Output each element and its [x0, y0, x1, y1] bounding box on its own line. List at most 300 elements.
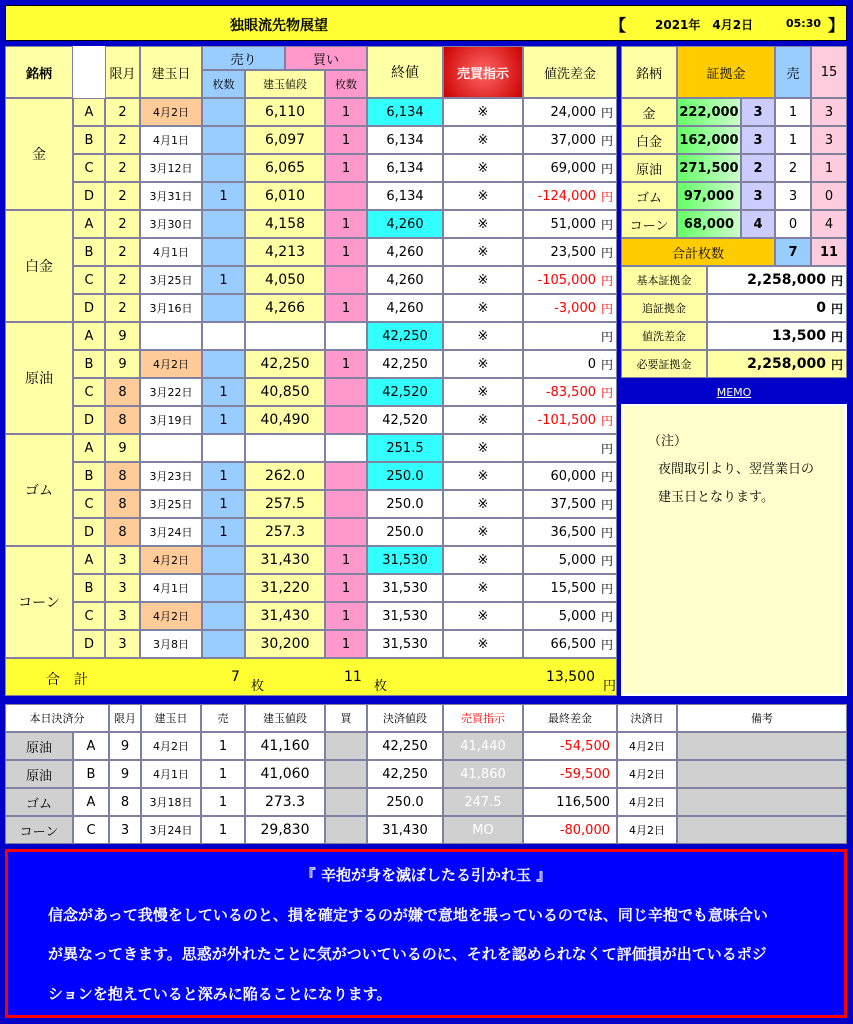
row-open-price: 257.3	[245, 518, 325, 546]
row-close: 42,250	[367, 322, 443, 350]
row-diff: 円 15,500	[523, 574, 617, 602]
row-open-date: 3月31日	[140, 182, 202, 210]
row-close: 42,520	[367, 378, 443, 406]
row-open-date: 4月2日	[140, 602, 202, 630]
memo-body[interactable]	[624, 406, 844, 694]
margin-row-brand: 白金	[621, 126, 677, 154]
row-diff: 円 66,500	[523, 630, 617, 658]
settle-header-price: 建玉値段	[245, 704, 325, 732]
header-brand: 銘柄	[5, 46, 73, 98]
margin-header-margin: 証拠金	[677, 46, 775, 98]
settle-row-name: 原油	[5, 732, 73, 760]
row-open-date: 3月19日	[140, 406, 202, 434]
yen-unit: 円	[600, 245, 613, 260]
settle-row-name: 原油	[5, 760, 73, 788]
summary-value: 円 0	[707, 294, 847, 322]
settle-row-note	[677, 788, 847, 816]
header-buy: 買い	[285, 46, 367, 70]
row-close: 4,260	[367, 210, 443, 238]
row-buy-count: 1	[325, 350, 367, 378]
row-order[interactable]: ※	[443, 294, 523, 322]
margin-header-count: 15	[811, 46, 847, 98]
row-month: 2	[105, 182, 140, 210]
yen-unit: 円	[600, 217, 613, 232]
total-buy-unit: 枚	[374, 679, 388, 694]
page-title: 独眼流先物展望	[230, 18, 328, 34]
row-order[interactable]: ※	[443, 602, 523, 630]
row-sell-count	[202, 546, 245, 574]
row-diff: 円 5,000	[523, 546, 617, 574]
total-row	[5, 658, 617, 696]
summary-label: 必要証拠金	[621, 350, 707, 378]
margin-row-brand: コーン	[621, 210, 677, 238]
margin-row-lots: 3	[741, 98, 775, 126]
yen-unit: 円	[600, 581, 613, 596]
row-label: D	[73, 630, 105, 658]
row-label: B	[73, 462, 105, 490]
settle-row-sell: 1	[201, 760, 245, 788]
row-sell-count	[202, 126, 245, 154]
row-sell-count	[202, 98, 245, 126]
row-buy-count: 1	[325, 546, 367, 574]
summary-value: 円 2,258,000	[707, 350, 847, 378]
row-close: 31,530	[367, 546, 443, 574]
memo-link[interactable]: MEMO	[716, 385, 752, 399]
margin-total-buy: 11	[811, 238, 847, 266]
row-diff: 円 0	[523, 350, 617, 378]
date-bracket-close: 】	[828, 16, 845, 35]
summary-value: 円 13,500	[707, 322, 847, 350]
margin-row-value: 271,500	[677, 154, 741, 182]
margin-row-value: 97,000	[677, 182, 741, 210]
yen-unit: 円	[830, 301, 843, 316]
row-open-price: 262.0	[245, 462, 325, 490]
row-open-date: 3月16日	[140, 294, 202, 322]
memo-line-2: 夜間取引より、翌営業日の	[658, 462, 815, 477]
row-order[interactable]: ※	[443, 546, 523, 574]
settle-row-label: A	[73, 788, 109, 816]
row-month: 3	[105, 546, 140, 574]
row-order[interactable]: ※	[443, 490, 523, 518]
row-order[interactable]: ※	[443, 126, 523, 154]
row-open-price: 42,250	[245, 350, 325, 378]
row-month: 2	[105, 98, 140, 126]
yen-unit: 円	[600, 357, 613, 372]
row-diff: 円 36,500	[523, 518, 617, 546]
row-order[interactable]: ※	[443, 630, 523, 658]
row-close: 251.5	[367, 434, 443, 462]
row-sell-count	[202, 574, 245, 602]
row-buy-count	[325, 182, 367, 210]
row-open-price: 6,010	[245, 182, 325, 210]
margin-row-buy: 0	[811, 182, 847, 210]
yen-unit: 円	[830, 357, 843, 372]
margin-row-value: 68,000	[677, 210, 741, 238]
settle-row-month: 3	[109, 816, 141, 844]
row-sell-count	[202, 322, 245, 350]
row-buy-count: 1	[325, 630, 367, 658]
yen-unit: 円	[600, 609, 613, 624]
row-buy-count: 1	[325, 154, 367, 182]
yen-unit: 円	[600, 105, 613, 120]
settle-row-name: ゴム	[5, 788, 73, 816]
settle-row-note	[677, 816, 847, 844]
row-diff: 円 5,000	[523, 602, 617, 630]
row-diff: 円 23,500	[523, 238, 617, 266]
row-sell-count: 1	[202, 518, 245, 546]
margin-total-label: 合計枚数	[621, 238, 775, 266]
memo-header	[621, 380, 847, 404]
row-sell-count	[202, 434, 245, 462]
settle-row-final: -54,500	[523, 732, 617, 760]
margin-row-brand: 原油	[621, 154, 677, 182]
settle-header-settle-date: 決済日	[617, 704, 677, 732]
row-month: 8	[105, 462, 140, 490]
settle-row-settle-date: 4月2日	[617, 732, 677, 760]
row-label: A	[73, 546, 105, 574]
settle-row-settle-date: 4月2日	[617, 788, 677, 816]
row-order[interactable]: ※	[443, 434, 523, 462]
settle-header-title: 本日決済分	[5, 704, 109, 732]
total-buy: 11	[344, 669, 362, 685]
total-yen: 円	[603, 679, 617, 694]
row-label: D	[73, 182, 105, 210]
row-open-price: 40,850	[245, 378, 325, 406]
row-month: 2	[105, 126, 140, 154]
settle-row-label: B	[73, 760, 109, 788]
row-diff: 円 -101,500	[523, 406, 617, 434]
yen-unit: 円	[600, 469, 613, 484]
row-sell-count	[202, 602, 245, 630]
settle-row-order: 41,860	[443, 760, 523, 788]
settle-row-label: C	[73, 816, 109, 844]
settle-row-sell: 1	[201, 788, 245, 816]
row-open-date: 3月30日	[140, 210, 202, 238]
row-label: A	[73, 434, 105, 462]
positions-table	[5, 46, 617, 696]
settle-row-sell: 1	[201, 732, 245, 760]
settle-row-order: MO	[443, 816, 523, 844]
row-diff: 円 51,000	[523, 210, 617, 238]
header-diff: 値洗差金	[523, 46, 617, 98]
row-open-price: 6,065	[245, 154, 325, 182]
row-diff: 円 37,000	[523, 126, 617, 154]
yen-unit: 円	[830, 273, 843, 288]
settle-row-settle-price: 250.0	[367, 788, 443, 816]
margin-row-lots: 3	[741, 182, 775, 210]
settle-header-month: 限月	[109, 704, 141, 732]
row-month: 8	[105, 406, 140, 434]
header-month: 限月	[105, 46, 140, 98]
row-close: 6,134	[367, 154, 443, 182]
yen-unit: 円	[600, 133, 613, 148]
row-sell-count: 1	[202, 406, 245, 434]
group-name-1: 白金	[5, 210, 73, 322]
row-sell-count	[202, 630, 245, 658]
row-open-date: 4月2日	[140, 546, 202, 574]
row-month: 8	[105, 490, 140, 518]
settle-row-order: 247.5	[443, 788, 523, 816]
row-label: A	[73, 98, 105, 126]
row-open-price: 6,097	[245, 126, 325, 154]
row-buy-count	[325, 322, 367, 350]
row-month: 2	[105, 210, 140, 238]
row-close: 250.0	[367, 518, 443, 546]
row-month: 2	[105, 238, 140, 266]
header-date: 2021年 4月2日	[655, 18, 754, 32]
settle-row-price: 29,830	[245, 816, 325, 844]
settle-row-price: 41,160	[245, 732, 325, 760]
settlement-table	[5, 704, 847, 844]
settle-header-final: 最終差金	[523, 704, 617, 732]
settle-row-buy	[325, 760, 367, 788]
total-label: 合 計	[46, 672, 88, 688]
row-label: D	[73, 294, 105, 322]
row-diff: 円 -3,000	[523, 294, 617, 322]
row-open-date: 3月12日	[140, 154, 202, 182]
row-label: C	[73, 490, 105, 518]
row-close: 4,260	[367, 238, 443, 266]
margin-row-sell: 1	[775, 126, 811, 154]
row-buy-count: 1	[325, 602, 367, 630]
yen-unit: 円	[600, 329, 613, 344]
message-line-2: が異なってきます。思惑が外れたことに気がついているのに、それを認められなくて評価損が出ているポジ	[48, 945, 767, 963]
message-line-1: 信念があって我慢をしているのと、損を確定するのが嫌で意地を張っているのでは、同じ辛抱でも意味合い	[48, 906, 768, 924]
settle-row-buy	[325, 816, 367, 844]
row-order[interactable]: ※	[443, 238, 523, 266]
yen-unit: 円	[600, 301, 613, 316]
row-sell-count: 1	[202, 378, 245, 406]
row-close: 6,134	[367, 98, 443, 126]
margin-row-buy: 3	[811, 98, 847, 126]
margin-header-brand: 銘柄	[621, 46, 677, 98]
row-month: 3	[105, 602, 140, 630]
row-close: 4,260	[367, 266, 443, 294]
header-time: 05:30	[786, 17, 822, 30]
settle-header-sell: 売	[201, 704, 245, 732]
row-buy-count	[325, 462, 367, 490]
yen-unit: 円	[600, 553, 613, 568]
header-sell-count: 枚数	[202, 70, 245, 98]
row-label: B	[73, 574, 105, 602]
header-sell: 売り	[202, 46, 285, 70]
row-sell-count: 1	[202, 266, 245, 294]
row-buy-count: 1	[325, 238, 367, 266]
group-name-4: コーン	[5, 546, 73, 658]
settle-row-date: 4月2日	[141, 732, 201, 760]
row-diff: 円 -124,000	[523, 182, 617, 210]
margin-row-buy: 3	[811, 126, 847, 154]
yen-unit: 円	[830, 329, 843, 344]
row-open-price	[245, 434, 325, 462]
row-order[interactable]: ※	[443, 378, 523, 406]
settle-row-order: 41,440	[443, 732, 523, 760]
group-name-0: 金	[5, 98, 73, 210]
row-open-date: 4月1日	[140, 574, 202, 602]
settle-row-settle-price: 31,430	[367, 816, 443, 844]
row-diff: 円 60,000	[523, 462, 617, 490]
margin-row-buy: 4	[811, 210, 847, 238]
row-sell-count	[202, 210, 245, 238]
row-open-price: 257.5	[245, 490, 325, 518]
row-order[interactable]: ※	[443, 182, 523, 210]
row-buy-count: 1	[325, 126, 367, 154]
row-diff: 円 24,000	[523, 98, 617, 126]
row-open-date: 3月23日	[140, 462, 202, 490]
row-open-date: 3月8日	[140, 630, 202, 658]
row-close: 6,134	[367, 182, 443, 210]
row-diff: 円 37,500	[523, 490, 617, 518]
row-open-price: 4,158	[245, 210, 325, 238]
row-open-price: 31,220	[245, 574, 325, 602]
settle-row-month: 9	[109, 760, 141, 788]
row-sell-count	[202, 154, 245, 182]
row-open-price	[245, 322, 325, 350]
yen-unit: 円	[600, 441, 613, 456]
yen-unit: 円	[600, 497, 613, 512]
summary-value: 円 2,258,000	[707, 266, 847, 294]
margin-row-sell: 2	[775, 154, 811, 182]
row-diff	[523, 322, 617, 350]
total-sell: 7	[231, 669, 240, 685]
row-close: 31,530	[367, 630, 443, 658]
row-label: D	[73, 518, 105, 546]
header-close: 終値	[367, 46, 443, 98]
row-buy-count	[325, 434, 367, 462]
row-buy-count	[325, 266, 367, 294]
row-close: 31,530	[367, 602, 443, 630]
row-open-price: 30,200	[245, 630, 325, 658]
settle-row-settle-price: 42,250	[367, 732, 443, 760]
settle-row-note	[677, 732, 847, 760]
row-sell-count	[202, 294, 245, 322]
settle-header-note: 備考	[677, 704, 847, 732]
row-month: 9	[105, 350, 140, 378]
group-name-2: 原油	[5, 322, 73, 434]
row-order[interactable]: ※	[443, 98, 523, 126]
row-open-price: 31,430	[245, 602, 325, 630]
row-buy-count: 1	[325, 210, 367, 238]
row-label: C	[73, 378, 105, 406]
settle-row-settle-date: 4月2日	[617, 760, 677, 788]
row-sell-count	[202, 238, 245, 266]
settle-row-month: 9	[109, 732, 141, 760]
margin-row-value: 222,000	[677, 98, 741, 126]
settle-header-date: 建玉日	[141, 704, 201, 732]
message-box	[5, 849, 847, 1018]
row-order[interactable]: ※	[443, 154, 523, 182]
settle-row-note	[677, 760, 847, 788]
margin-row-lots: 4	[741, 210, 775, 238]
row-month: 3	[105, 630, 140, 658]
settle-row-date: 4月1日	[141, 760, 201, 788]
message-line-3: ションを抱えていると深みに陥ることになります。	[48, 985, 392, 1003]
memo-line-1: （注）	[648, 434, 688, 449]
margin-row-lots: 2	[741, 154, 775, 182]
row-close: 250.0	[367, 490, 443, 518]
total-sell-unit: 枚	[251, 679, 265, 694]
row-order[interactable]: ※	[443, 322, 523, 350]
row-order[interactable]: ※	[443, 518, 523, 546]
yen-unit: 円	[600, 161, 613, 176]
settle-row-settle-price: 42,250	[367, 760, 443, 788]
row-open-price: 4,050	[245, 266, 325, 294]
row-month: 9	[105, 434, 140, 462]
row-buy-count	[325, 406, 367, 434]
margin-row-brand: ゴム	[621, 182, 677, 210]
margin-row-value: 162,000	[677, 126, 741, 154]
memo-panel	[621, 380, 847, 696]
row-open-date: 3月24日	[140, 518, 202, 546]
row-close: 42,520	[367, 406, 443, 434]
row-label: C	[73, 154, 105, 182]
row-month: 2	[105, 266, 140, 294]
margin-row-sell: 3	[775, 182, 811, 210]
row-order[interactable]: ※	[443, 266, 523, 294]
row-open-date	[140, 434, 202, 462]
row-open-price: 4,213	[245, 238, 325, 266]
settle-row-settle-date: 4月2日	[617, 816, 677, 844]
yen-unit: 円	[600, 637, 613, 652]
margin-table	[621, 46, 847, 376]
row-label: C	[73, 266, 105, 294]
settle-row-final: -80,000	[523, 816, 617, 844]
settle-row-price: 273.3	[245, 788, 325, 816]
row-order[interactable]: ※	[443, 406, 523, 434]
row-close: 4,260	[367, 294, 443, 322]
row-label: B	[73, 126, 105, 154]
settle-row-sell: 1	[201, 816, 245, 844]
row-order[interactable]: ※	[443, 350, 523, 378]
margin-total-sell: 7	[775, 238, 811, 266]
row-month: 8	[105, 378, 140, 406]
settle-row-final: -59,500	[523, 760, 617, 788]
yen-unit: 円	[600, 385, 613, 400]
row-sell-count: 1	[202, 462, 245, 490]
row-label: D	[73, 406, 105, 434]
header-open-price: 建玉値段	[245, 70, 325, 98]
row-close: 42,250	[367, 350, 443, 378]
row-order[interactable]: ※	[443, 574, 523, 602]
row-order[interactable]: ※	[443, 210, 523, 238]
row-buy-count	[325, 378, 367, 406]
yen-unit: 円	[600, 273, 613, 288]
margin-row-buy: 1	[811, 154, 847, 182]
row-close: 6,134	[367, 126, 443, 154]
margin-row-brand: 金	[621, 98, 677, 126]
header-open-date: 建玉日	[140, 46, 202, 98]
settle-row-month: 8	[109, 788, 141, 816]
row-order[interactable]: ※	[443, 462, 523, 490]
row-open-price: 6,110	[245, 98, 325, 126]
margin-row-sell: 1	[775, 98, 811, 126]
row-diff	[523, 434, 617, 462]
yen-unit: 円	[600, 189, 613, 204]
row-buy-count: 1	[325, 294, 367, 322]
row-open-price: 40,490	[245, 406, 325, 434]
header-order: 売買指示	[443, 46, 523, 98]
settle-header-settle-price: 決済値段	[367, 704, 443, 732]
row-label: B	[73, 238, 105, 266]
settle-row-label: A	[73, 732, 109, 760]
row-label: A	[73, 210, 105, 238]
row-open-date: 4月1日	[140, 238, 202, 266]
settle-row-price: 41,060	[245, 760, 325, 788]
summary-label: 基本証拠金	[621, 266, 707, 294]
yen-unit: 円	[600, 413, 613, 428]
summary-label: 値洗差金	[621, 322, 707, 350]
memo-line-3: 建玉日となります。	[658, 490, 774, 505]
